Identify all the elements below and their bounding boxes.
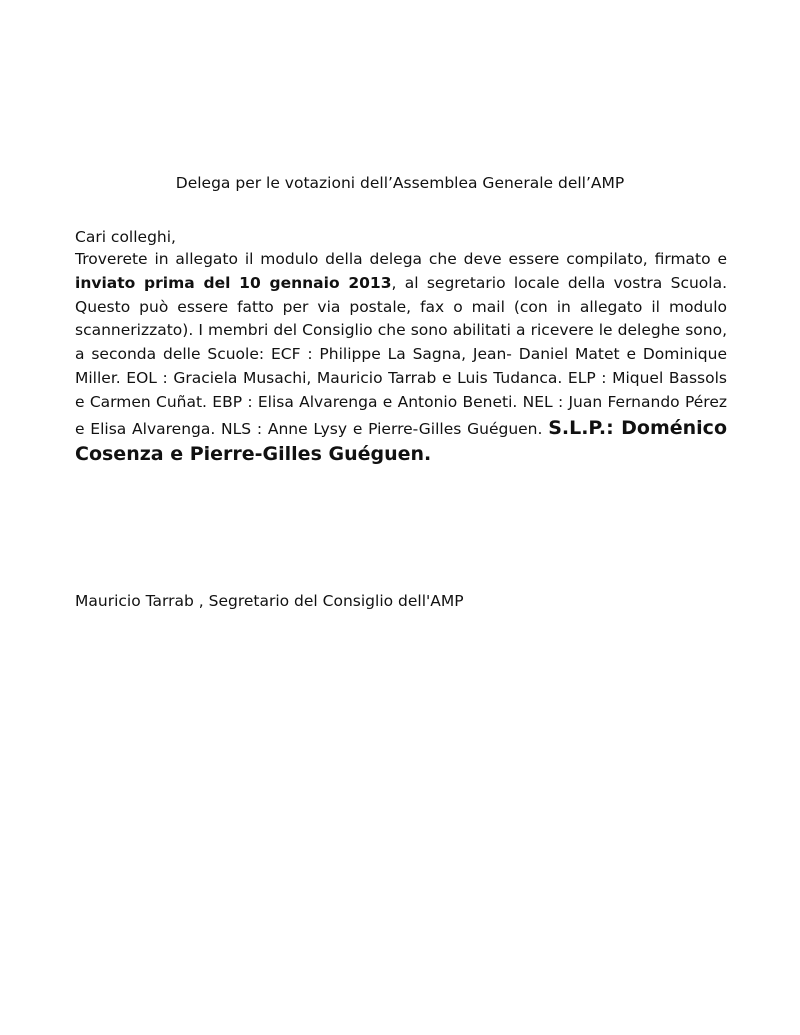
deadline-text: inviato prima del 10 gennaio 2013 (75, 273, 392, 292)
document-title: Delega per le votazioni dell’Assemblea Generale dell’AMP (175, 174, 625, 192)
body-paragraph (75, 248, 727, 468)
signature: Mauricio Tarrab , Segretario del Consiglio dell'AMP (75, 592, 464, 610)
body-schools: , al segretario locale della vostra Scuola. Questo può essere fatto per via postale, fax o mail (con in allegato il modulo scannerizzato). I membri del Consiglio che sono abilitati a ricevere le deleghe sono, a seconda delle Scuole: ECF : Philippe La Sagna, Jean- Daniel Matet e Dominique Miller. EOL : Graciela Musachi, Mauricio Tarrab e Luis Tudanca. ELP : Miquel Bassols e Carmen Cuñat. EBP : Elisa Alvarenga e Antonio Beneti. NEL : Juan Fernando Pérez e Elisa Alvarenga. NLS : Anne Lysy e Pierre-Gilles Guéguen. (75, 273, 727, 438)
greeting: Cari colleghi, (75, 228, 176, 246)
body-intro: Troverete in allegato il modulo della delega che deve essere compilato, firmato e (75, 250, 727, 268)
slp-members: S.L.P.: Doménico Cosenza e Pierre-Gilles Guéguen. (75, 416, 727, 466)
